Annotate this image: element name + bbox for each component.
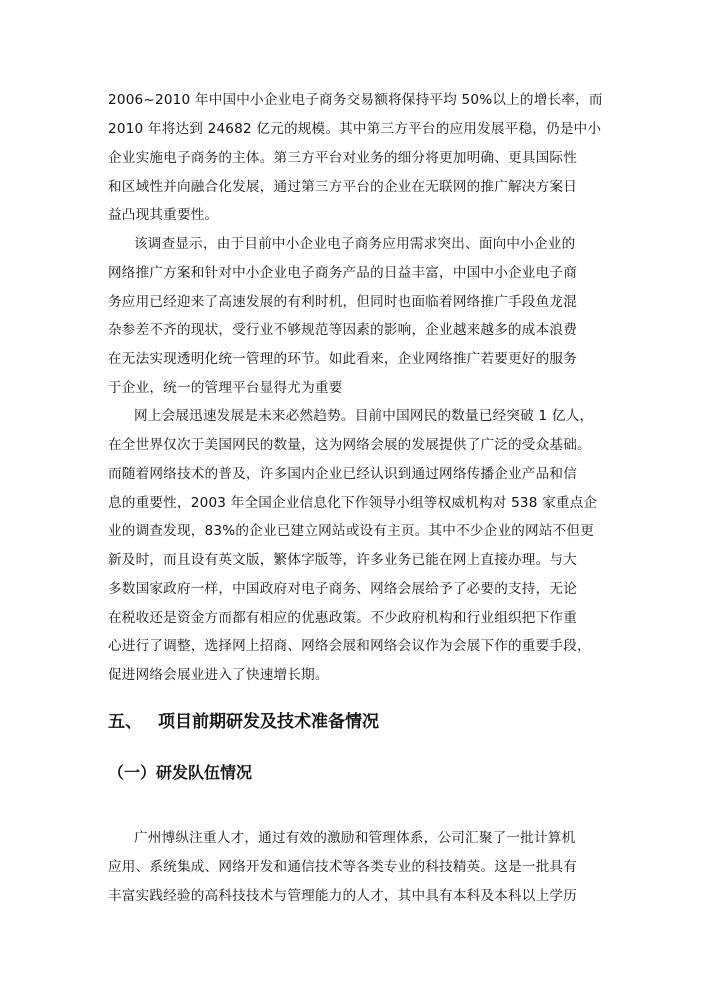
subsection-heading: （一）研发队伍情况 — [108, 763, 253, 782]
text-line: 应用、系统集成、网络开发和通信技术等各类专业的科技精英。这是一批具有 — [108, 859, 577, 875]
text-line: 企业实施电子商务的主体。第三方平台对业务的细分将更加明确、更具国际性 — [108, 150, 577, 166]
text-line: 杂参差不齐的现状，受行业不够规范等因素的影响，企业越来越多的成本浪费 — [108, 322, 577, 338]
text-line: 网络推广方案和针对中小企业电子商务产品的日益丰富，中国中小企业电子商 — [108, 265, 577, 281]
text-line: 在全世界仅次于美国网民的数量，这为网络会展的发展提供了广泛的受众基础。 — [108, 437, 591, 453]
text-line: 新及时，而且设有英文版，繁体字版等，许多业务已能在网上直接办理。与大 — [108, 552, 577, 568]
text-line: 多数国家政府一样，中国政府对电子商务、网络会展给予了必要的支持，无论 — [108, 581, 577, 597]
text-line: 该调查显示，由于目前中小企业电子商务应用需求突出、面向中小企业的 — [134, 236, 576, 252]
section-number: 五、 — [108, 712, 142, 732]
text-line: 务应用已经迎来了高速发展的有利时机，但同时也面临着网络推广手段鱼龙混 — [108, 294, 577, 310]
text-line: 于企业，统一的管理平台显得尤为重要 — [108, 380, 343, 396]
section-heading — [108, 707, 379, 732]
text-line: 丰富实践经验的高科技技术与管理能力的人才，其中具有本科及本科以上学历 — [108, 888, 577, 904]
text-line: 而随着网络技术的普及，许多国内企业已经认识到通过网络传播企业产品和信 — [108, 466, 577, 482]
text-line: 促进网络会展业进入了快速增长期。 — [108, 667, 329, 683]
text-line: 2010 年将达到 24682 亿元的规模。其中第三方平台的应用发展平稳，仍是中小 — [108, 121, 602, 137]
text-line: 2006~2010 年中国中小企业电子商务交易额将保持平均 50%以上的增长率，而 — [108, 92, 603, 108]
text-line: 和区域性并向融合化发展，通过第三方平台的企业在无联网的推广解决方案日 — [108, 179, 577, 195]
text-line: 心进行了调整，选择网上招商、网络会展和网络会议作为会展下作的重要手段， — [108, 638, 591, 654]
text-line: 息的重要性，2003 年全国企业信息化下作领导小组等权威机构对 538 家重点企 — [108, 495, 598, 511]
section-title: 项目前期研发及技术准备情况 — [158, 712, 379, 732]
text-line: 广州博纵注重人才，通过有效的激励和管理体系，公司汇聚了一批计算机 — [134, 830, 576, 846]
text-line: 在无法实现透明化统一管理的环节。如此看来，企业网络推广若要更好的服务 — [108, 351, 577, 367]
text-line: 在税收还是资金方而都有相应的优惠政策。不少政府机构和行业组织把下作重 — [108, 610, 577, 626]
text-line: 益凸现其重要性。 — [108, 207, 219, 223]
text-line: 网上会展迅速发展是未来必然趋势。目前中国网民的数量已经突破 1 亿人， — [134, 408, 594, 424]
text-line: 业的调查发现，83%的企业已建立网站或设有主页。其中不少企业的网站不但更 — [108, 523, 595, 539]
